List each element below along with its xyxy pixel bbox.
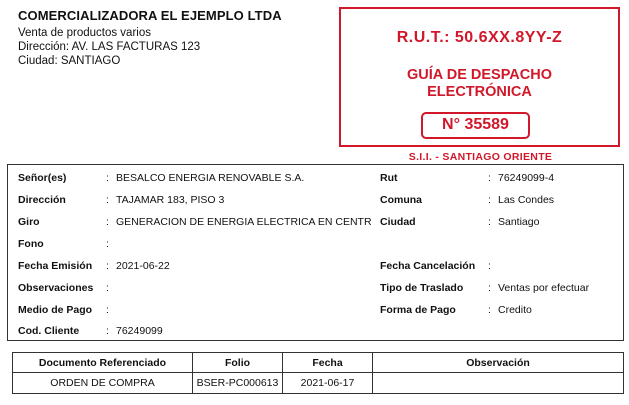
ref-folio: BSER-PC000613: [193, 373, 283, 394]
field-separator: :: [106, 304, 109, 316]
field-separator: :: [488, 172, 491, 184]
field-label: Ciudad: [380, 216, 416, 228]
field-value: 76249099: [116, 325, 163, 337]
receiver-row-left: [8, 235, 623, 253]
field-label: Forma de Pago: [380, 304, 456, 316]
issuer-city: Ciudad: SANTIAGO: [18, 55, 121, 67]
header-folio: Folio: [193, 353, 283, 373]
header-fecha: Fecha: [283, 353, 373, 373]
issuer-activity: Venta de productos varios: [18, 27, 151, 39]
receiver-row-right: [8, 257, 623, 275]
field-separator: :: [106, 325, 109, 337]
field-separator: :: [106, 194, 109, 206]
field-value: TAJAMAR 183, PISO 3: [116, 194, 225, 206]
sii-office: S.I.I. - SANTIAGO ORIENTE: [408, 151, 553, 163]
receiver-row-right: [8, 169, 623, 187]
header-observacion: Observación: [373, 353, 624, 373]
receiver-details: [7, 164, 624, 341]
issuer-name: COMERCIALIZADORA EL EJEMPLO LTDA: [18, 8, 282, 23]
receiver-row-right: [8, 301, 623, 319]
field-separator: :: [488, 216, 491, 228]
field-value: GENERACION DE ENERGIA ELECTRICA EN CENTR: [116, 216, 372, 228]
document-header-box: [339, 7, 620, 147]
field-separator: :: [488, 260, 491, 272]
issuer-rut: R.U.T.: 50.6XX.8YY-Z: [396, 29, 563, 46]
ref-documento: ORDEN DE COMPRA: [13, 373, 193, 394]
receiver-row-right: [8, 279, 623, 297]
field-label: Fecha Cancelación: [380, 260, 476, 272]
receiver-row-right: [8, 191, 623, 209]
issuer-address: Dirección: AV. LAS FACTURAS 123: [18, 41, 201, 53]
field-label: Fecha Emisión: [18, 260, 93, 272]
field-separator: :: [106, 282, 109, 294]
issuer-block: [18, 8, 318, 68]
field-label: Giro: [18, 216, 40, 228]
references-table: [12, 352, 624, 394]
field-value: BESALCO ENERGIA RENOVABLE S.A.: [116, 172, 305, 184]
table-row: [13, 373, 624, 394]
field-value: Las Condes: [498, 194, 555, 206]
field-separator: :: [106, 260, 109, 272]
field-value: Santiago: [498, 216, 540, 228]
field-value: Credito: [498, 304, 532, 316]
field-separator: :: [488, 194, 491, 206]
document-type-line1: GUÍA DE DESPACHO: [406, 67, 552, 83]
field-label: Comuna: [380, 194, 422, 206]
field-label: Señor(es): [18, 172, 67, 184]
field-label: Rut: [380, 172, 398, 184]
ref-observacion: [373, 373, 624, 394]
field-separator: :: [488, 304, 491, 316]
receiver-row-right: [8, 213, 623, 231]
references-header-row: [13, 353, 624, 373]
field-label: Tipo de Traslado: [380, 282, 464, 294]
field-label: Cod. Cliente: [18, 325, 80, 337]
ref-fecha: 2021-06-17: [283, 373, 373, 394]
field-value: 2021-06-22: [116, 260, 170, 272]
field-separator: :: [106, 172, 109, 184]
document-type: [341, 67, 618, 101]
field-label: Medio de Pago: [18, 304, 93, 316]
field-value: Ventas por efectuar: [498, 282, 590, 294]
field-label: Dirección: [18, 194, 66, 206]
folio-number: N° 35589: [421, 112, 530, 139]
field-value: 76249099-4: [498, 172, 555, 184]
field-separator: :: [106, 238, 109, 250]
field-label: Observaciones: [18, 282, 94, 294]
header-documento: Documento Referenciado: [13, 353, 193, 373]
field-separator: :: [106, 216, 109, 228]
field-separator: :: [488, 282, 491, 294]
document-type-line2: ELECTRÓNICA: [427, 84, 532, 100]
receiver-row-left: [8, 322, 623, 340]
field-label: Fono: [18, 238, 44, 250]
